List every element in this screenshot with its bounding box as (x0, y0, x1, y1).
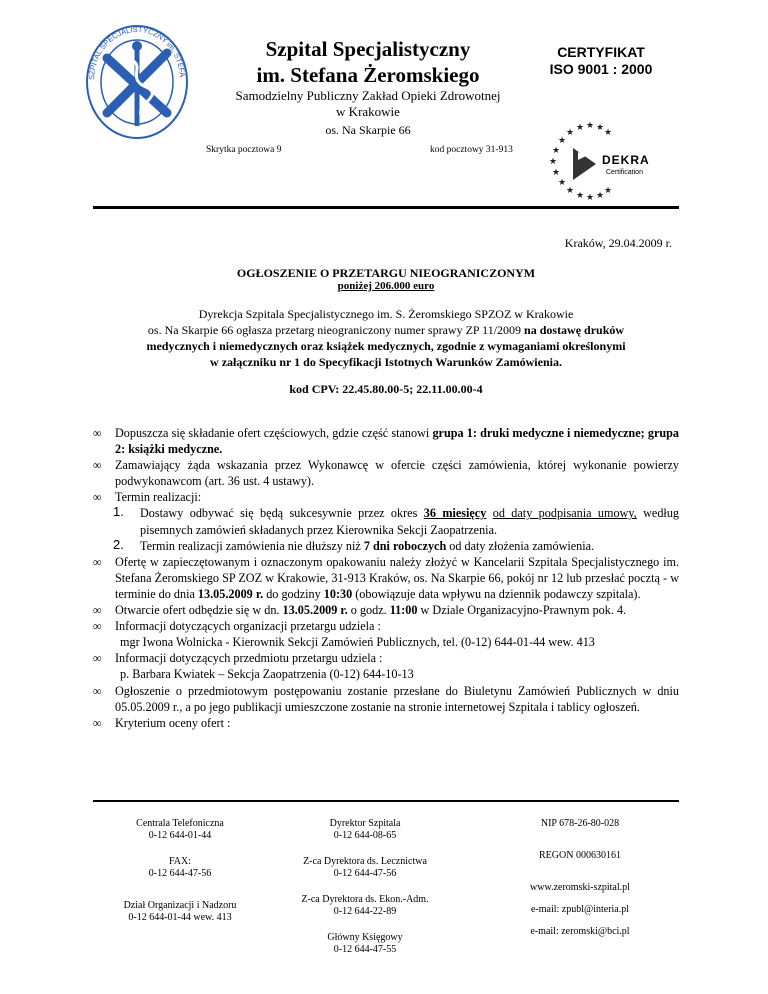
hospital-logo (82, 18, 192, 143)
list-item (93, 715, 679, 731)
intro-line-1: Dyrekcja Szpitala Specjalistycznego im. S. Żeromskiego SPZOZ w Krakowie (198, 307, 574, 321)
dekra-logo (540, 122, 680, 202)
infinity-bullet-icon: ∞ (93, 603, 102, 618)
item-text: Informacji dotyczących organizacji przetargu udziela : (115, 619, 381, 634)
svg-text:★: ★ (558, 135, 567, 145)
subtitle-line-1: Samodzielny Publiczny Zakład Opieki Zdrowotnej (235, 88, 501, 103)
infinity-bullet-icon: ∞ (93, 683, 102, 698)
item-text: Zamawiający żąda wskazania przez Wykonawcę w ofercie części zamówienia, której wykonanie powierzy podwykonawcom (art. 36 ust. 4 ustawy). (115, 458, 679, 489)
footer-value: 0-12 644-47-56 (333, 868, 397, 879)
item-bold: 11:00 (389, 603, 418, 618)
svg-text:★: ★ (576, 122, 585, 132)
footer-label: FAX: (168, 856, 192, 867)
item-text: Termin realizacji zamówienia nie dłuższy niż (140, 538, 361, 553)
svg-text:★: ★ (586, 122, 595, 130)
list-item (93, 650, 679, 666)
intro-line-4: w załączniku nr 1 do Specyfikacji Istotnych Warunków Zamówienia. (210, 355, 562, 369)
iso-certificate (536, 44, 666, 78)
contact-line: mgr Iwona Wolnicka - Kierownik Sekcji Zamówień Publicznych, tel. (0-12) 644-01-44 wew. 413 (120, 635, 595, 650)
announcement-items (93, 425, 679, 731)
item-text: Kryterium oceny ofert : (115, 715, 231, 730)
svg-text:★: ★ (596, 190, 605, 200)
item-text: Informacji dotyczących przedmiotu przetargu udziela : (115, 651, 383, 666)
footer-entry (265, 818, 465, 842)
po-box: Skrytka pocztowa 9 (206, 145, 282, 155)
infinity-bullet-icon: ∞ (93, 554, 102, 569)
footer-column-management (265, 818, 465, 970)
list-item (93, 489, 679, 505)
subtitle-line-2: w Krakowie (336, 104, 400, 119)
logo-ring-text: SZPITAL SPECJALISTYCZNY im. STEFA (86, 24, 187, 81)
cert-standard: ISO 9001 : 2000 (549, 61, 653, 77)
item-bold: 13.05.2009 r. (282, 603, 348, 618)
dekra-label: DEKRA (602, 153, 650, 167)
list-item (93, 683, 679, 715)
item-bold: 10:30 (323, 586, 353, 601)
nip-number: NIP 678-26-80-028 (540, 818, 620, 829)
footer-entry (265, 932, 465, 956)
item-text: Dostawy odbywać się będą sukcesywnie przez okres (140, 506, 418, 521)
hospital-name (200, 36, 536, 88)
postal-code: kod pocztowy 31-913 (430, 145, 513, 155)
item-bold: grupa 1: druki medyczne i niemedyczne; grupa 2: książki medyczne. (115, 426, 679, 457)
sub-item-number: 1. (113, 504, 124, 520)
list-item (93, 457, 679, 489)
dekra-sub: Certification (606, 169, 643, 176)
footer-entry (265, 894, 465, 918)
footer-label: Główny Księgowy (327, 932, 403, 943)
infinity-bullet-icon: ∞ (93, 426, 102, 440)
item-text: w Dziale Organizacyjno-Prawnym pok. 4. (420, 603, 627, 618)
footer-label: Z-ca Dyrektora ds. Lecznictwa (303, 856, 427, 867)
announcement-title: OGŁOSZENIE O PRZETARGU NIEOGRANICZONYM (236, 266, 536, 280)
sub-item (93, 505, 679, 537)
footer-entry (95, 900, 265, 924)
sub-item (93, 538, 679, 554)
footer-value: 0-12 644-01-44 wew. 413 (128, 912, 232, 923)
svg-text:★: ★ (586, 192, 595, 202)
footer-value: 0-12 644-01-44 (148, 830, 212, 841)
item-text: Ofertę w zapieczętowanym i oznaczonym opakowaniu należy złożyć w Kancelarii Szpitala Specjalistycznego im. Stefana Żeromskiego SP ZOZ w Krakowie, 31-913 Kraków, os. Na Skarpie 66, pokój nr 12 lub przesłać pocztą - w terminie do dnia (115, 554, 679, 601)
footer-label: Dział Organizacji i Nadzoru (123, 900, 237, 911)
infinity-bullet-icon: ∞ (93, 715, 102, 730)
item-text: Dopuszcza się składanie ofert częściowych, gdzie część stanowi (115, 426, 430, 440)
footer-label: Dyrektor Szpitala (329, 818, 401, 829)
footer-column-contacts (95, 818, 265, 938)
intro-line-2: os. Na Skarpie 66 ogłasza przetarg nieograniczony numer sprawy ZP 11/2009 (147, 323, 522, 337)
announcement-subtitle: poniżej 206.000 euro (337, 280, 435, 292)
contact-line: p. Barbara Kwiatek – Sekcja Zaopatrzenia (0-12) 644-10-13 (120, 667, 414, 682)
item-bold: 7 dni roboczych (363, 538, 447, 553)
item-text: według pisemnych zamówień składanych przez Kierownika Sekcji Zaopatrzenia. (140, 506, 680, 537)
item-text: od daty złożenia zamówienia. (449, 538, 595, 553)
footer-entry (95, 856, 265, 880)
footer-entry (265, 856, 465, 880)
list-item (93, 554, 679, 602)
footer-value: 0-12 644-47-56 (148, 868, 212, 879)
item-text: Otwarcie ofert odbędzie się w dn. (115, 603, 280, 618)
infinity-bullet-icon: ∞ (93, 619, 102, 634)
footer-label: Centrala Telefoniczna (136, 818, 224, 829)
svg-text:★: ★ (596, 122, 605, 132)
svg-text:★: ★ (576, 190, 585, 200)
svg-text:★: ★ (604, 185, 613, 195)
item-bold: 36 miesięcy (423, 506, 487, 521)
cert-title: CERTYFIKAT (557, 44, 645, 60)
footer-label: Z-ca Dyrektora ds. Ekon.-Adm. (301, 894, 429, 905)
list-item (93, 425, 679, 457)
item-text: o godz. (350, 603, 387, 618)
announcement-intro (93, 306, 679, 370)
item-text: Ogłoszenie o przedmiotowym postępowaniu zostanie przesłane do Biuletynu Zamówień Publicznych w dniu 05.05.2009 r., a po jego publikacji umieszczone zostanie na stronie internetowej Szpitala i tablicy ogłoszeń. (115, 683, 679, 714)
intro-line-2-bold: na dostawę druków (524, 323, 625, 337)
item-bold: 13.05.2009 r. (197, 586, 264, 601)
footer-divider (93, 800, 679, 802)
hospital-subtitle (200, 88, 536, 120)
svg-text:★: ★ (566, 127, 575, 137)
infinity-bullet-icon: ∞ (93, 490, 102, 505)
email-link[interactable]: e-mail: zeromski@bci.pl (530, 926, 630, 937)
footer-value: 0-12 644-08-65 (333, 830, 397, 841)
intro-line-3: medycznych i niemedycznych oraz książek medycznych, zgodnie z wymaganiami określonymi (146, 339, 626, 353)
item-text: (obowiązuje data wpływu na dziennik podawczy szpitala). (355, 586, 641, 601)
svg-text:★: ★ (552, 167, 561, 177)
email-link[interactable]: e-mail: zpubl@interia.pl (530, 904, 630, 915)
infinity-bullet-icon: ∞ (93, 651, 102, 666)
infinity-bullet-icon: ∞ (93, 458, 102, 473)
svg-text:★: ★ (552, 145, 561, 155)
website-link[interactable]: www.zeromski-szpital.pl (530, 882, 630, 893)
svg-text:★: ★ (558, 177, 567, 187)
document-date: Kraków, 29.04.2009 r. (564, 236, 672, 250)
item-text: do godziny (266, 586, 321, 601)
cpv-code: kod CPV: 22.45.80.00-5; 22.11.00.00-4 (289, 382, 483, 396)
regon-number: REGON 000630161 (539, 850, 621, 861)
list-item (93, 618, 679, 634)
list-item (93, 602, 679, 618)
footer-column-identifiers (495, 818, 665, 938)
svg-text:★: ★ (549, 156, 558, 166)
item-text: Termin realizacji: (115, 490, 202, 505)
item-underline: od daty podpisania umowy, (492, 506, 637, 521)
svg-text:★: ★ (566, 185, 575, 195)
sub-item-number: 2. (113, 536, 124, 552)
title-line-2: im. Stefana Żeromskiego (256, 63, 480, 87)
footer-entry (95, 818, 265, 842)
title-line-1: Szpital Specjalistyczny (265, 37, 471, 61)
hospital-address: os. Na Skarpie 66 (325, 123, 411, 137)
svg-text:★: ★ (604, 127, 613, 137)
footer-value: 0-12 644-22-89 (333, 906, 397, 917)
header-divider (93, 206, 679, 209)
footer-value: 0-12 644-47-55 (333, 944, 397, 955)
